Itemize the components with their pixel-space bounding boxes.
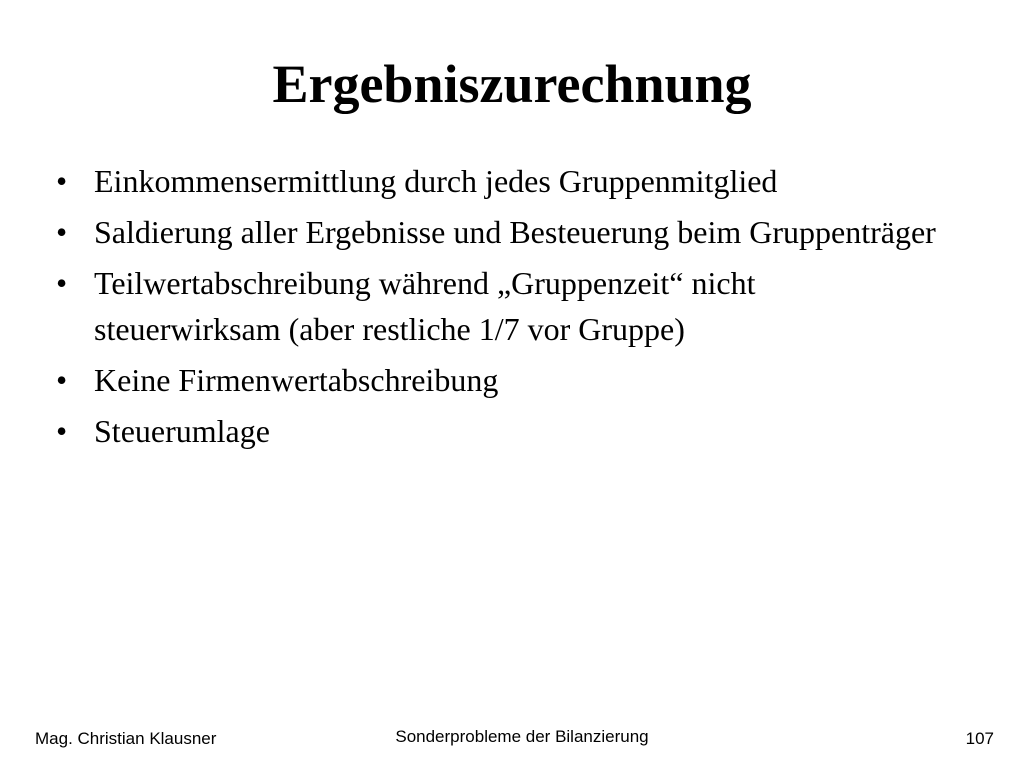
bullet-item (56, 260, 936, 352)
footer-page-number: 107 (965, 729, 994, 748)
slide-title: Ergebniszurechnung (272, 54, 752, 114)
bullet-item (56, 209, 936, 255)
bullet-list (56, 158, 936, 459)
bullet-icon: • (56, 214, 68, 250)
bullet-item (56, 158, 936, 204)
bullet-item (56, 408, 936, 454)
bullet-item (56, 357, 936, 403)
bullet-text: Teilwertabschreibung während „Gruppenzeit“ nicht steuerwirksam (aber restliche 1/7 vor Gruppe) (94, 265, 756, 347)
bullet-text: Keine Firmenwertabschreibung (94, 362, 499, 398)
bullet-icon: • (56, 413, 68, 449)
footer-topic: Sonderprobleme der Bilanzierung (395, 727, 649, 746)
footer-author: Mag. Christian Klausner (35, 729, 217, 748)
bullet-icon: • (56, 265, 68, 301)
bullet-text: Einkommensermittlung durch jedes Gruppenmitglied (94, 163, 778, 199)
bullet-text: Steuerumlage (94, 413, 270, 449)
bullet-icon: • (56, 362, 68, 398)
bullet-icon: • (56, 163, 68, 199)
bullet-text: Saldierung aller Ergebnisse und Besteuerung beim Gruppenträger (94, 214, 936, 250)
